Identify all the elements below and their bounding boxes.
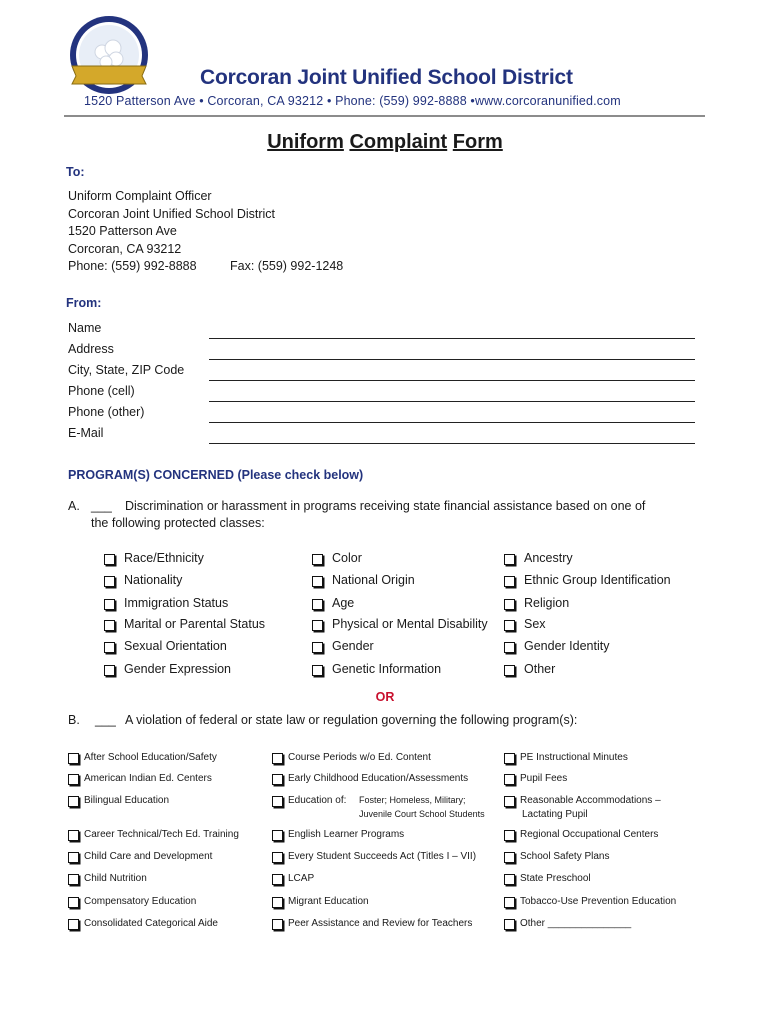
section-a-blank[interactable]: ___ [91,499,112,513]
from-phone-cell-field[interactable] [209,401,695,402]
checkbox[interactable] [272,796,283,807]
checkbox[interactable] [68,753,79,764]
to-line-city: Corcoran, CA 93212 [68,242,182,256]
from-city-field[interactable] [209,380,695,381]
section-b-blank[interactable]: ___ [95,713,116,727]
checkbox[interactable] [312,665,323,676]
checkbox[interactable] [104,620,115,631]
section-b-text: A violation of federal or state law or regulation governing the following program(s): [125,713,578,727]
checkbox[interactable] [504,897,515,908]
from-phone-other-field[interactable] [209,422,695,423]
district-address: 1520 Patterson Ave • Corcoran, CA 93212 • Phone: (559) 992-8888 •www.corcoranunified.com [84,94,621,108]
checkbox[interactable] [272,774,283,785]
checkbox[interactable] [68,796,79,807]
form-title-word-1: Uniform [267,131,344,153]
checkbox[interactable] [312,642,323,653]
from-name-field[interactable] [209,338,695,339]
or-separator: OR [375,690,395,704]
form-title-word-3: Form [452,131,503,153]
to-fax: Fax: (559) 992-1248 [230,259,344,273]
from-address-field[interactable] [209,359,695,360]
checkbox[interactable] [68,774,79,785]
checkbox[interactable] [272,852,283,863]
checkbox[interactable] [312,599,323,610]
checkbox[interactable] [68,874,79,885]
programs-heading: PROGRAM(S) CONCERNED (Please check below) [68,468,364,482]
from-label: From: [66,296,102,310]
form-title [0,131,770,154]
section-a-text-cont: the following protected classes: [91,516,265,530]
checkbox[interactable] [104,576,115,587]
education-of-detail-2: Juvenile Court School Students [359,809,485,819]
from-address-label: Address [68,342,114,356]
section-a-marker: A. [68,499,80,513]
section-b-marker: B. [68,713,80,727]
to-label: To: [66,165,85,179]
checkbox[interactable] [272,830,283,841]
from-phone-cell-label: Phone (cell) [68,384,135,398]
to-line-officer: Uniform Complaint Officer [68,189,212,203]
from-phone-other-label: Phone (other) [68,405,145,419]
checkbox[interactable] [504,796,515,807]
header-divider [64,115,705,117]
from-name-label: Name [68,321,102,335]
reasonable-accommodations-detail: Lactating Pupil [522,809,588,820]
from-city-label: City, State, ZIP Code [68,363,185,377]
checkbox[interactable] [104,665,115,676]
checkbox[interactable] [312,620,323,631]
checkbox[interactable] [504,919,515,930]
checkbox[interactable] [504,774,515,785]
checkbox[interactable] [104,599,115,610]
checkbox[interactable] [312,576,323,587]
to-phone: Phone: (559) 992-8888 [68,259,197,273]
section-a-text: Discrimination or harassment in programs receiving state financial assistance based on one of [125,499,646,513]
checkbox[interactable] [312,554,323,565]
checkbox[interactable] [504,874,515,885]
checkbox[interactable] [272,897,283,908]
checkbox[interactable] [504,620,515,631]
checkbox[interactable] [68,897,79,908]
checkbox[interactable] [104,554,115,565]
checkbox[interactable] [104,642,115,653]
checkbox[interactable] [68,830,79,841]
education-of-detail-1: Foster; Homeless, Military; [359,795,466,805]
checkbox[interactable] [504,642,515,653]
checkbox[interactable] [504,665,515,676]
checkbox[interactable] [504,852,515,863]
checkbox[interactable] [504,554,515,565]
to-line-street: 1520 Patterson Ave [68,224,177,238]
checkbox[interactable] [272,753,283,764]
from-email-label: E-Mail [68,426,104,440]
from-email-field[interactable] [209,443,695,444]
checkbox[interactable] [68,852,79,863]
checkbox[interactable] [504,599,515,610]
to-line-district: Corcoran Joint Unified School District [68,207,276,221]
checkbox[interactable] [504,576,515,587]
form-title-word-2: Complaint [349,131,448,153]
checkbox[interactable] [68,919,79,930]
district-seal-logo [66,14,152,100]
district-name: Corcoran Joint Unified School District [200,66,573,89]
checkbox[interactable] [504,830,515,841]
checkbox[interactable] [272,919,283,930]
checkbox[interactable] [504,753,515,764]
checkbox[interactable] [272,874,283,885]
